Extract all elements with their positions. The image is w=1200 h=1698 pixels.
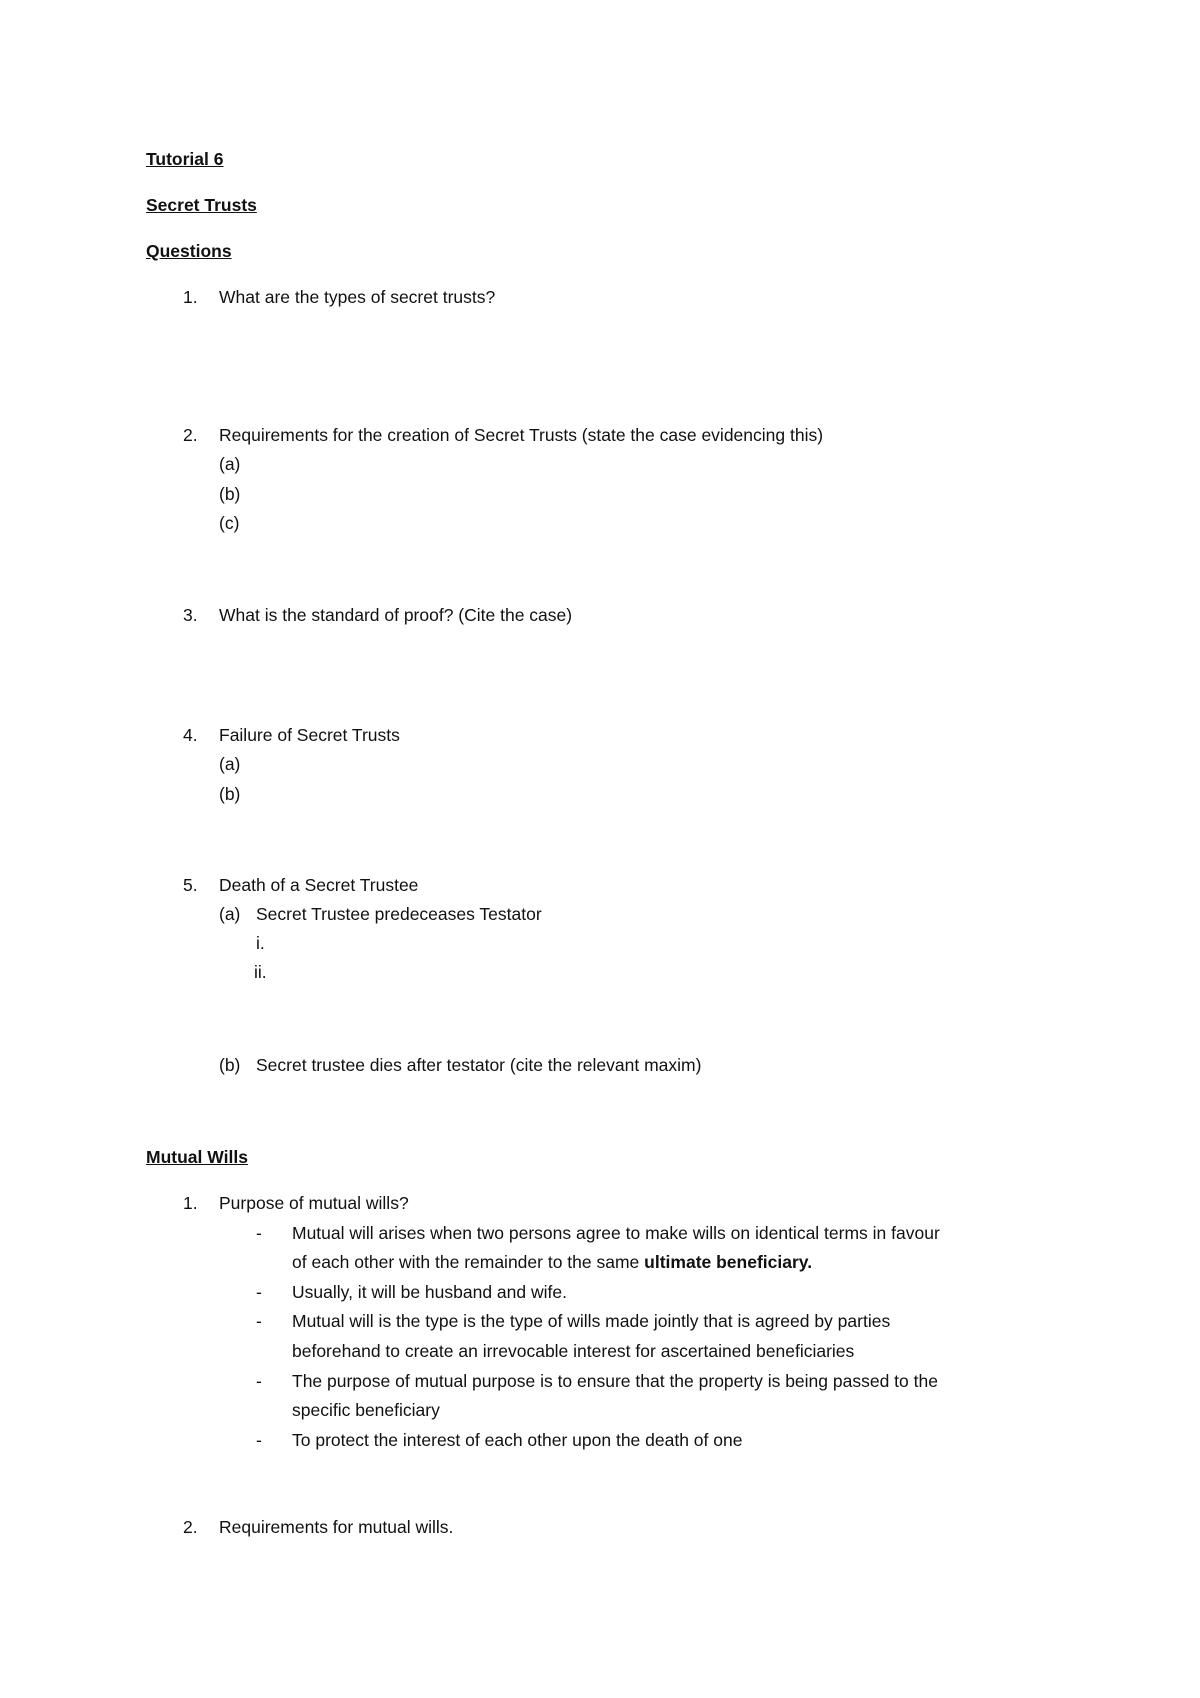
question-number: 2. — [183, 425, 198, 445]
question-number: 4. — [183, 725, 198, 745]
roman-item-label: i. — [256, 933, 265, 953]
tutorial-heading: Tutorial 6 — [146, 149, 224, 169]
sub-item-label: (a) — [219, 904, 241, 924]
roman-item-label: ii. — [254, 962, 267, 982]
bullet-text: Mutual will is the type is the type of wills made jointly that is agreed by parties — [292, 1311, 891, 1331]
bullet-text: The purpose of mutual purpose is to ensure that the property is being passed to the — [292, 1371, 938, 1391]
questions-heading: Questions — [146, 241, 232, 261]
question-number: 1. — [183, 287, 198, 307]
bullet-dash: - — [256, 1223, 262, 1243]
bullet-text: Usually, it will be husband and wife. — [292, 1282, 567, 1302]
bullet-text: To protect the interest of each other upon the death of one — [292, 1430, 743, 1450]
bullet-dash: - — [256, 1282, 262, 1302]
sub-item-text: Secret trustee dies after testator (cite the relevant maxim) — [256, 1055, 702, 1075]
question-number: 2. — [183, 1517, 198, 1537]
question-text: Failure of Secret Trusts — [219, 725, 400, 745]
question-number: 3. — [183, 605, 198, 625]
question-text: Purpose of mutual wills? — [219, 1193, 409, 1213]
sub-item-label: (b) — [219, 784, 241, 804]
sub-item-label: (a) — [219, 454, 241, 474]
sub-item-text: Secret Trustee predeceases Testator — [256, 904, 542, 924]
bullet-dash: - — [256, 1371, 262, 1391]
question-text: What is the standard of proof? (Cite the case) — [219, 605, 573, 625]
sub-item-label: (b) — [219, 484, 241, 504]
question-number: 5. — [183, 875, 198, 895]
bullet-text: Mutual will arises when two persons agree to make wills on identical terms in favour — [292, 1223, 940, 1243]
bullet-text-continued: beforehand to create an irrevocable interest for ascertained beneficiaries — [292, 1341, 855, 1361]
sub-item-label: (c) — [219, 513, 240, 533]
bullet-text-part: of each other with the remainder to the same — [292, 1252, 640, 1272]
secret-trusts-heading: Secret Trusts — [146, 195, 257, 215]
question-text: Requirements for the creation of Secret Trusts (state the case evidencing this) — [219, 425, 824, 445]
bullet-dash: - — [256, 1430, 262, 1450]
question-text: What are the types of secret trusts? — [219, 287, 496, 307]
question-number: 1. — [183, 1193, 198, 1213]
bold-term: ultimate beneficiary. — [644, 1252, 813, 1272]
bullet-dash: - — [256, 1311, 262, 1331]
question-text: Requirements for mutual wills. — [219, 1517, 454, 1537]
sub-item-label: (a) — [219, 754, 241, 774]
mutual-wills-heading: Mutual Wills — [146, 1147, 248, 1167]
sub-item-label: (b) — [219, 1055, 241, 1075]
bullet-text-continued — [292, 1254, 812, 1272]
bullet-text-continued: specific beneficiary — [292, 1400, 440, 1420]
question-text: Death of a Secret Trustee — [219, 875, 419, 895]
